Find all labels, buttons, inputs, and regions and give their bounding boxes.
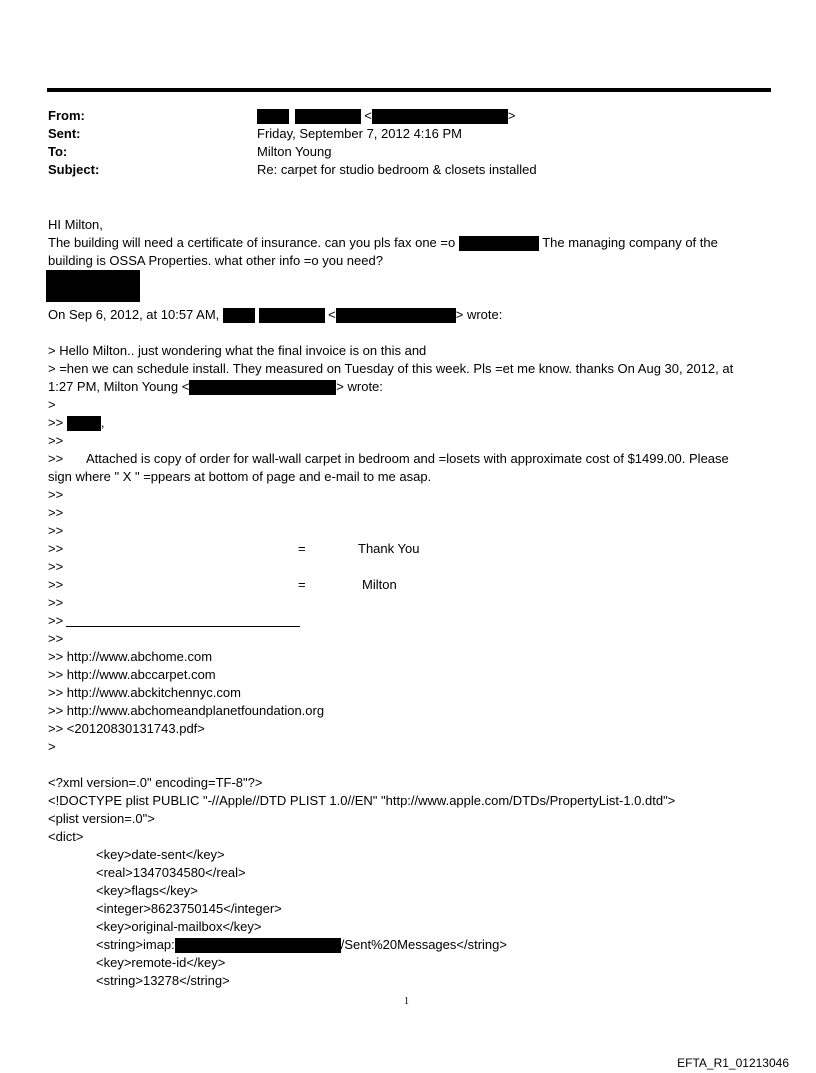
xml-line: <dict> bbox=[48, 829, 84, 844]
reply-header bbox=[48, 306, 502, 324]
redaction-block bbox=[372, 109, 508, 124]
from-value bbox=[257, 107, 515, 125]
quote-marker: >> bbox=[48, 631, 64, 646]
to-label: To: bbox=[48, 144, 68, 159]
paragraph-text: The managing company of the bbox=[542, 235, 718, 250]
paragraph-line bbox=[48, 234, 718, 252]
quote-marker: >> bbox=[48, 451, 64, 466]
signature-underline bbox=[66, 626, 300, 627]
quote-line bbox=[48, 378, 383, 396]
document-id: EFTA_R1_01213046 bbox=[677, 1056, 789, 1070]
subject-label: Subject: bbox=[48, 162, 100, 177]
xml-line: <key>remote-id</key> bbox=[96, 955, 226, 970]
xml-line: <integer>8623750145</integer> bbox=[96, 901, 282, 916]
xml-line: <key>flags</key> bbox=[96, 883, 198, 898]
redaction-block bbox=[459, 236, 539, 251]
reply-wrote: > wrote: bbox=[455, 307, 503, 322]
link-abchome[interactable]: >> http://www.abchome.com bbox=[48, 649, 213, 664]
redaction-block bbox=[189, 380, 336, 395]
sent-label: Sent: bbox=[48, 126, 81, 141]
xml-line: <?xml version=.0" encoding=TF-8"?> bbox=[48, 775, 263, 790]
from-gt: > bbox=[507, 108, 516, 123]
quote-text: 1:27 PM, Milton Young < bbox=[48, 379, 190, 394]
xml-line: <real>1347034580</real> bbox=[96, 865, 246, 880]
quote-line: > Hello Milton.. just wondering what the final invoice is on this and bbox=[48, 343, 427, 358]
xml-line: <!DOCTYPE plist PUBLIC "-//Apple//DTD PLIST 1.0//EN" "http://www.apple.com/DTDs/PropertyList-1.0.dtd"> bbox=[48, 793, 676, 808]
quote-marker: > bbox=[48, 739, 56, 754]
quote-marker: >> bbox=[48, 505, 64, 520]
xml-text: <string>imap: bbox=[96, 937, 175, 952]
xml-line bbox=[96, 936, 507, 954]
equals-sign: = bbox=[298, 577, 306, 592]
redaction-block bbox=[223, 308, 255, 323]
attached-text: sign where " X " =ppears at bottom of page and e-mail to me asap. bbox=[48, 469, 432, 484]
redaction-block bbox=[259, 308, 325, 323]
sent-value: Friday, September 7, 2012 4:16 PM bbox=[257, 126, 462, 141]
header-rule bbox=[47, 88, 771, 92]
quote-line: > =hen we can schedule install. They measured on Tuesday of this week. Pls =et me know. thanks On Aug 30, 2012, at bbox=[48, 361, 734, 376]
quote-marker: >> bbox=[48, 613, 64, 628]
redaction-block bbox=[336, 308, 456, 323]
to-value: Milton Young bbox=[257, 144, 332, 159]
redaction-block bbox=[46, 270, 140, 302]
greeting: HI Milton, bbox=[48, 217, 103, 232]
redaction-block bbox=[257, 109, 289, 124]
signature-name: Milton bbox=[362, 577, 397, 592]
redaction-block bbox=[295, 109, 361, 124]
xml-line: <key>original-mailbox</key> bbox=[96, 919, 262, 934]
reply-lt: < bbox=[328, 307, 336, 322]
attached-text: Attached is copy of order for wall-wall carpet in bedroom and =losets with approximate cost of $1499.00. Please bbox=[86, 451, 729, 466]
quote-marker: >> bbox=[48, 523, 64, 538]
quote-marker: >> bbox=[48, 415, 64, 430]
subject-value: Re: carpet for studio bedroom & closets installed bbox=[257, 162, 537, 177]
quote-text: , bbox=[100, 415, 105, 430]
quote-line bbox=[48, 414, 104, 432]
equals-sign: = bbox=[298, 541, 306, 556]
attachment-pdf[interactable]: >> <20120830131743.pdf> bbox=[48, 721, 205, 736]
quote-text: > wrote: bbox=[336, 379, 383, 394]
page-number: 1 bbox=[404, 996, 409, 1007]
link-abckitchennyc[interactable]: >> http://www.abckitchennyc.com bbox=[48, 685, 241, 700]
xml-line: <plist version=.0"> bbox=[48, 811, 155, 826]
from-label: From: bbox=[48, 108, 85, 123]
redaction-block bbox=[175, 938, 341, 953]
quote-marker: >> bbox=[48, 577, 64, 592]
redaction-block bbox=[67, 416, 101, 431]
xml-text: /Sent%20Messages</string> bbox=[340, 937, 507, 952]
xml-line: <string>13278</string> bbox=[96, 973, 230, 988]
reply-date: On Sep 6, 2012, at 10:57 AM, bbox=[48, 307, 220, 322]
paragraph-line: building is OSSA Properties. what other info =o you need? bbox=[48, 253, 383, 268]
thank-you: Thank You bbox=[358, 541, 420, 556]
quote-marker: >> bbox=[48, 595, 64, 610]
from-lt: < bbox=[364, 108, 372, 123]
link-abccarpet[interactable]: >> http://www.abccarpet.com bbox=[48, 667, 216, 682]
quote-marker: >> bbox=[48, 487, 64, 502]
quote-marker: >> bbox=[48, 559, 64, 574]
paragraph-text: The building will need a certificate of insurance. can you pls fax one =o bbox=[48, 235, 456, 250]
quote-marker: >> bbox=[48, 541, 64, 556]
quote-marker: >> bbox=[48, 433, 64, 448]
quote-marker: > bbox=[48, 397, 56, 412]
xml-line: <key>date-sent</key> bbox=[96, 847, 225, 862]
link-foundation[interactable]: >> http://www.abchomeandplanetfoundation.org bbox=[48, 703, 325, 718]
